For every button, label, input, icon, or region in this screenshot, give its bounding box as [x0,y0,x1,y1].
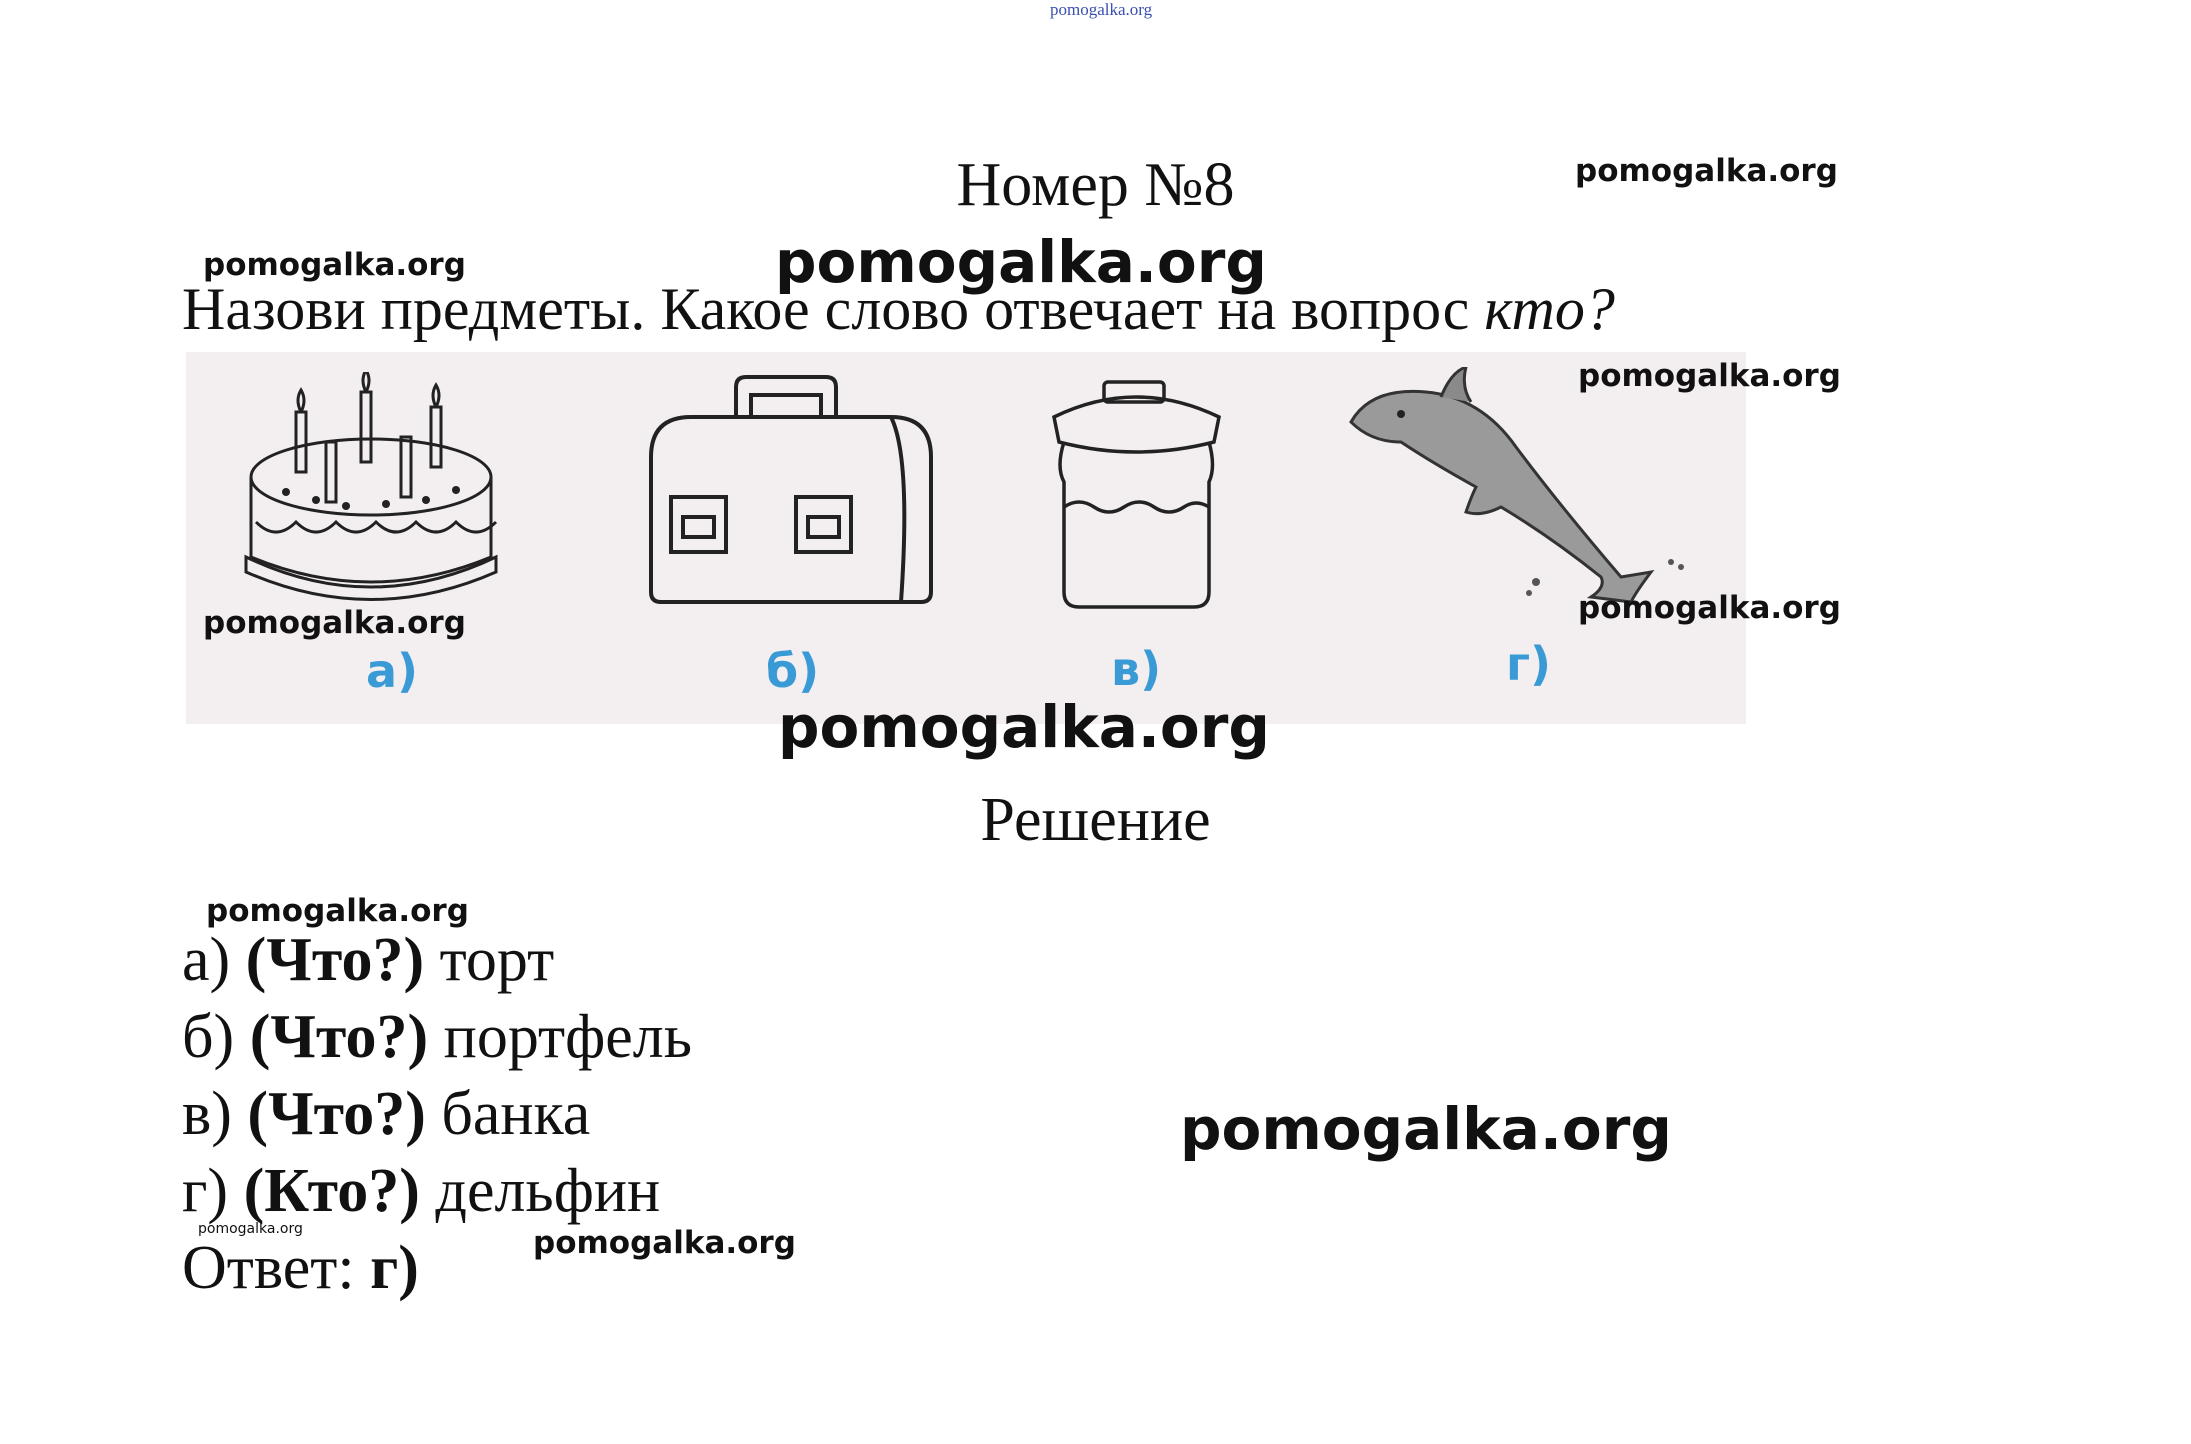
watermark-large: pomogalka.org [775,228,1267,296]
watermark: pomogalka.org [206,893,469,929]
watermark: pomogalka.org [533,1225,796,1261]
watermark: pomogalka.org [203,605,466,641]
watermark-tiny: pomogalka.org [198,1221,303,1237]
answer-line [182,925,554,996]
answer-question: (Что?) [249,1003,429,1071]
answer-letter: б) [182,1003,235,1071]
watermark-large: pomogalka.org [778,693,1270,761]
figure-label-g: г) [1506,637,1552,691]
cake-icon [226,372,516,612]
briefcase-icon [641,367,941,612]
answer-line [182,1079,590,1150]
figure-label-v: в) [1111,642,1162,696]
answer-letter: г) [182,1157,229,1225]
watermark: pomogalka.org [1578,358,1841,394]
dolphin-icon [1331,367,1701,607]
answer-letter: в) [182,1080,232,1148]
watermark-large: pomogalka.org [1180,1095,1672,1163]
answer-word: портфель [443,1003,693,1071]
figure-label-b: б) [766,644,820,698]
answer-question: (Кто?) [243,1157,420,1225]
final-answer-label: Ответ: [182,1234,371,1302]
task-picture [186,352,1746,724]
page-title: Номер №8 [956,151,1235,219]
task-question: кто? [1484,276,1615,342]
answer-word: дельфин [435,1157,661,1225]
answer-line [182,1156,660,1227]
final-answer-value: г) [370,1234,419,1302]
answer-line [182,1002,692,1073]
answer-letter: а) [182,926,231,994]
answer-word: торт [439,926,555,994]
watermark: pomogalka.org [1578,590,1841,626]
figure-label-a: а) [366,644,419,698]
answer-word: банка [441,1080,591,1148]
answer-question: (Что?) [247,1080,426,1148]
task-text [182,275,1615,344]
watermark: pomogalka.org [203,247,466,283]
task-main: Назови предметы. Какое слово отвечает на вопрос [182,276,1485,342]
watermark-top: pomogalka.org [1050,0,1153,19]
solution-heading: Решение [980,786,1211,854]
answer-question: (Что?) [245,926,425,994]
watermark: pomogalka.org [1575,153,1838,189]
jar-icon [1044,372,1229,612]
final-answer [182,1233,419,1304]
